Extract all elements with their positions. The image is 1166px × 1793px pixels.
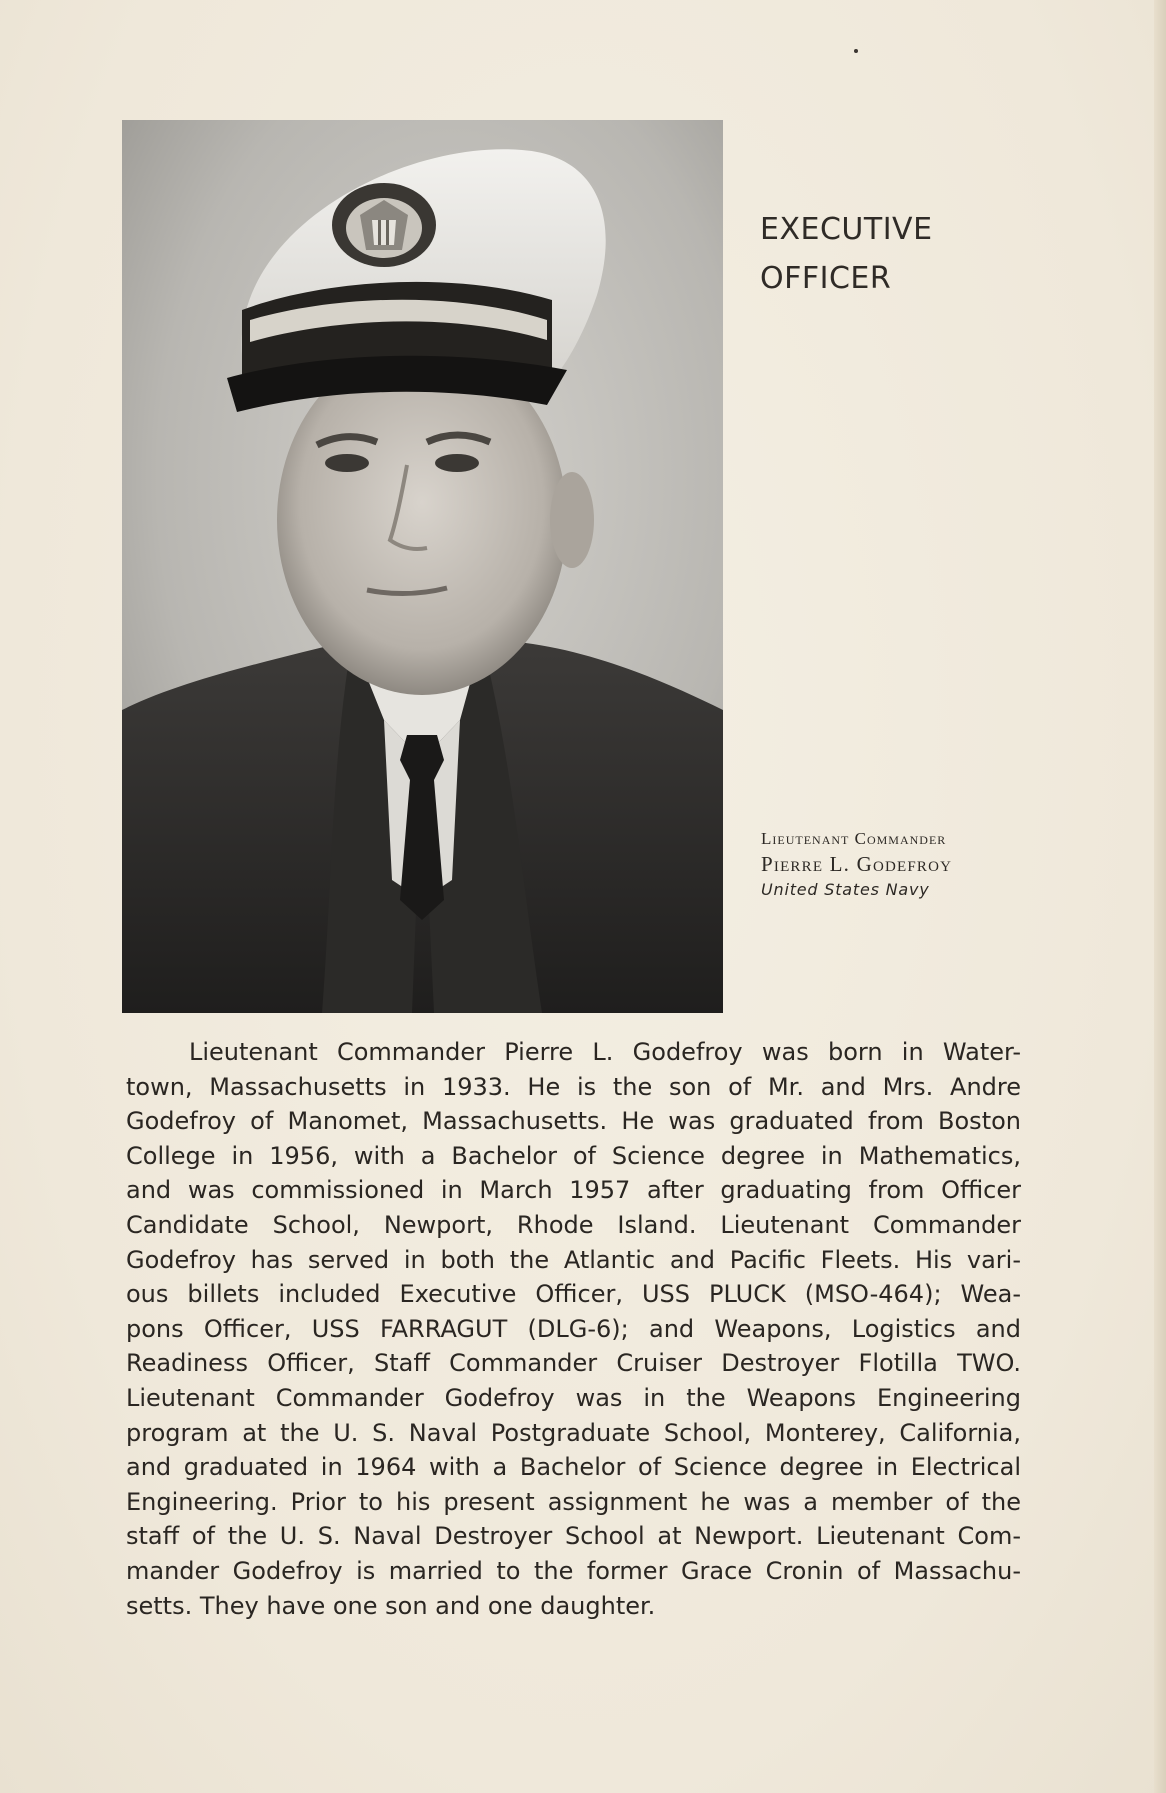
page-edge — [1154, 0, 1166, 1793]
bio-line: Lieutenant Commander Pierre L. Godefroy was born in Water- — [189, 1038, 1021, 1066]
bio-line: and was commissioned in March 1957 after graduating from Officer — [126, 1176, 1021, 1205]
biography-paragraph — [126, 1035, 1021, 1623]
bio-line: ous billets included Executive Officer, USS PLUCK (MSO-464); Wea- — [126, 1280, 1021, 1309]
bio-line: Godefroy has served in both the Atlantic and Pacific Fleets. His vari- — [126, 1245, 1021, 1274]
caption-rank: Lieutenant Commander — [761, 829, 947, 848]
section-title-line-1: EXECUTIVE — [760, 212, 933, 247]
bio-line: town, Massachusetts in 1933. He is the son of Mr. and Mrs. Andre — [126, 1072, 1021, 1101]
caption-service: United States Navy — [761, 880, 930, 899]
bio-line: Readiness Officer, Staff Commander Cruiser Destroyer Flotilla TWO. — [126, 1349, 1021, 1378]
section-title — [760, 205, 933, 303]
section-title-line-2: OFFICER — [760, 261, 892, 296]
bio-line: pons Officer, USS FARRAGUT (DLG-6); and Weapons, Logistics and — [126, 1314, 1021, 1343]
bio-line: Godefroy of Manomet, Massachusetts. He was graduated from Boston — [126, 1107, 1021, 1136]
photo-caption — [761, 828, 952, 902]
bio-line: setts. They have one son and one daughter. — [126, 1591, 656, 1620]
bio-line: Lieutenant Commander Godefroy was in the Weapons Engineering — [126, 1383, 1021, 1412]
officer-portrait-photo — [122, 120, 723, 1013]
print-speck — [854, 49, 858, 53]
bio-line: College in 1956, with a Bachelor of Science degree in Mathematics, — [126, 1141, 1021, 1170]
bio-line: program at the U. S. Naval Postgraduate School, Monterey, California, — [126, 1418, 1021, 1447]
bio-line: and graduated in 1964 with a Bachelor of Science degree in Electrical — [126, 1453, 1021, 1482]
caption-name: Pierre L. Godefroy — [761, 852, 953, 876]
bio-line: Engineering. Prior to his present assignment he was a member of the — [126, 1487, 1021, 1516]
bio-line: Candidate School, Newport, Rhode Island. Lieutenant Commander — [126, 1210, 1021, 1239]
bio-line: mander Godefroy is married to the former Grace Cronin of Massachu- — [126, 1556, 1021, 1585]
bio-line: staff of the U. S. Naval Destroyer School at Newport. Lieutenant Com- — [126, 1522, 1021, 1551]
